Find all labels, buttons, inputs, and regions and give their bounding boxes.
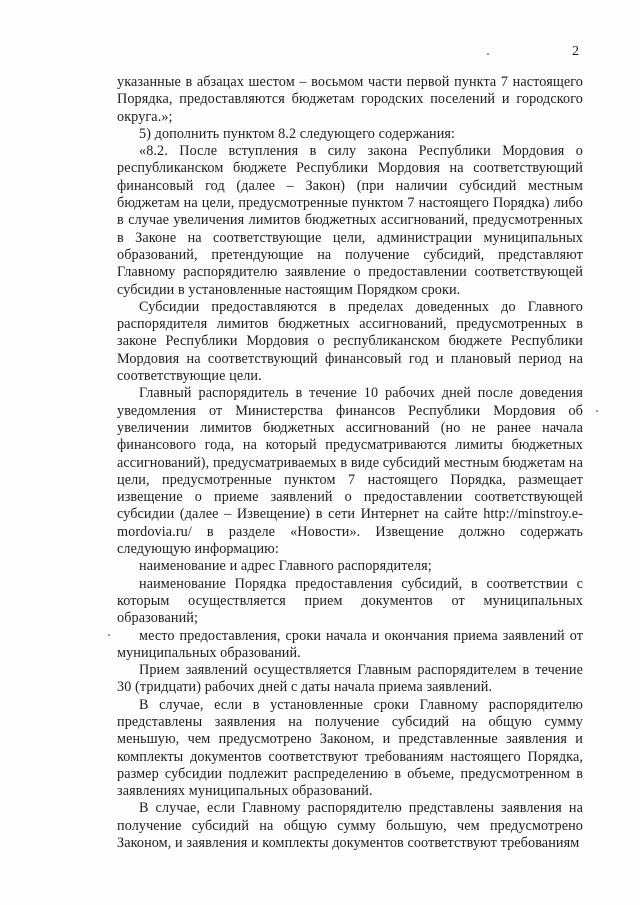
paragraph-11: В случае, если Главному распорядителю представлены заявления на получение субсидий на общую сумму большую, чем предусмотрено Законом, и заявления и комплекты документов соответствуют требованиям xyxy=(117,800,583,852)
paragraph-10: В случае, если в установленные сроки Главному распорядителю представлены заявления на получение субсидий на общую сумму меньшую, чем предусмотрено Законом, и представленные заявления и комплекты документов соответствуют требованиям настоящего Порядка, размер субсидии подлежит распределению в объеме, предусмотренном в заявлениях муниципальных образований. xyxy=(117,696,583,800)
page-number: 2 xyxy=(572,44,579,59)
paragraph-6: наименование и адрес Главного распорядителя; xyxy=(139,558,432,575)
scan-speck xyxy=(596,410,598,412)
paragraph-7: наименование Порядка предоставления субсидий, в соответствии с которым осуществляется прием документов от муниципальных образований; xyxy=(117,575,583,627)
paragraph-9: Прием заявлений осуществляется Главным распорядителем в течение 30 (тридцати) рабочих дней с даты начала приема заявлений. xyxy=(117,662,583,696)
paragraph-4: Субсидии предоставляются в пределах доведенных до Главного распорядителя лимитов бюджетных ассигнований, предусмотренных в законе Республики Мордовия о республиканском бюджете Республики Мордовия на соответствующий финансовый год и плановый период на соответствующие цели. xyxy=(117,298,583,385)
document-body xyxy=(117,74,583,852)
paragraph-5: Главный распорядитель в течение 10 рабочих дней после доведения уведомления от Министерства финансов Республики Мордовия об увеличении лимитов бюджетных ассигнований (но не ранее начала финансового года, на который предусматриваются лимиты бюджетных ассигнований), предусматриваемых в виде субсидий местным бюджетам на цели, предусмотренные пунктом 7 настоящего Порядка, размещает извещение о приеме заявлений о предоставлении соответствующей субсидии (далее – Извещение) в сети Интернет на сайте http://minstroy.e-mordovia.ru/ в разделе «Новости». Извещение должно содержать следующую информацию: xyxy=(117,385,583,558)
paragraph-3: «8.2. После вступления в силу закона Республики Мордовия о республиканском бюджете Республики Мордовия на соответствующий финансовый год (далее – Закон) (при наличии субсидий местным бюджетам на цели, предусмотренные пунктом 7 настоящего Порядка) либо в случае увеличения лимитов бюджетных ассигнований, предусмотренных в Законе на соответствующие цели, администрации муниципальных образований, претендующие на получение субсидий, представляют Главному распорядителю заявление о предоставлении соответствующей субсидии в установленные настоящим Порядком сроки. xyxy=(117,143,583,298)
scan-speck xyxy=(108,634,110,636)
scan-speck xyxy=(487,53,489,55)
paragraph-1: указанные в абзацах шестом – восьмом части первой пункта 7 настоящего Порядка, предоставляются бюджетам городских поселений и городского округа.»; xyxy=(117,74,583,125)
paragraph-2: 5) дополнить пунктом 8.2 следующего содержания: xyxy=(139,125,456,142)
paragraph-8: место предоставления, сроки начала и окончания приема заявлений от муниципальных образований. xyxy=(117,627,583,661)
